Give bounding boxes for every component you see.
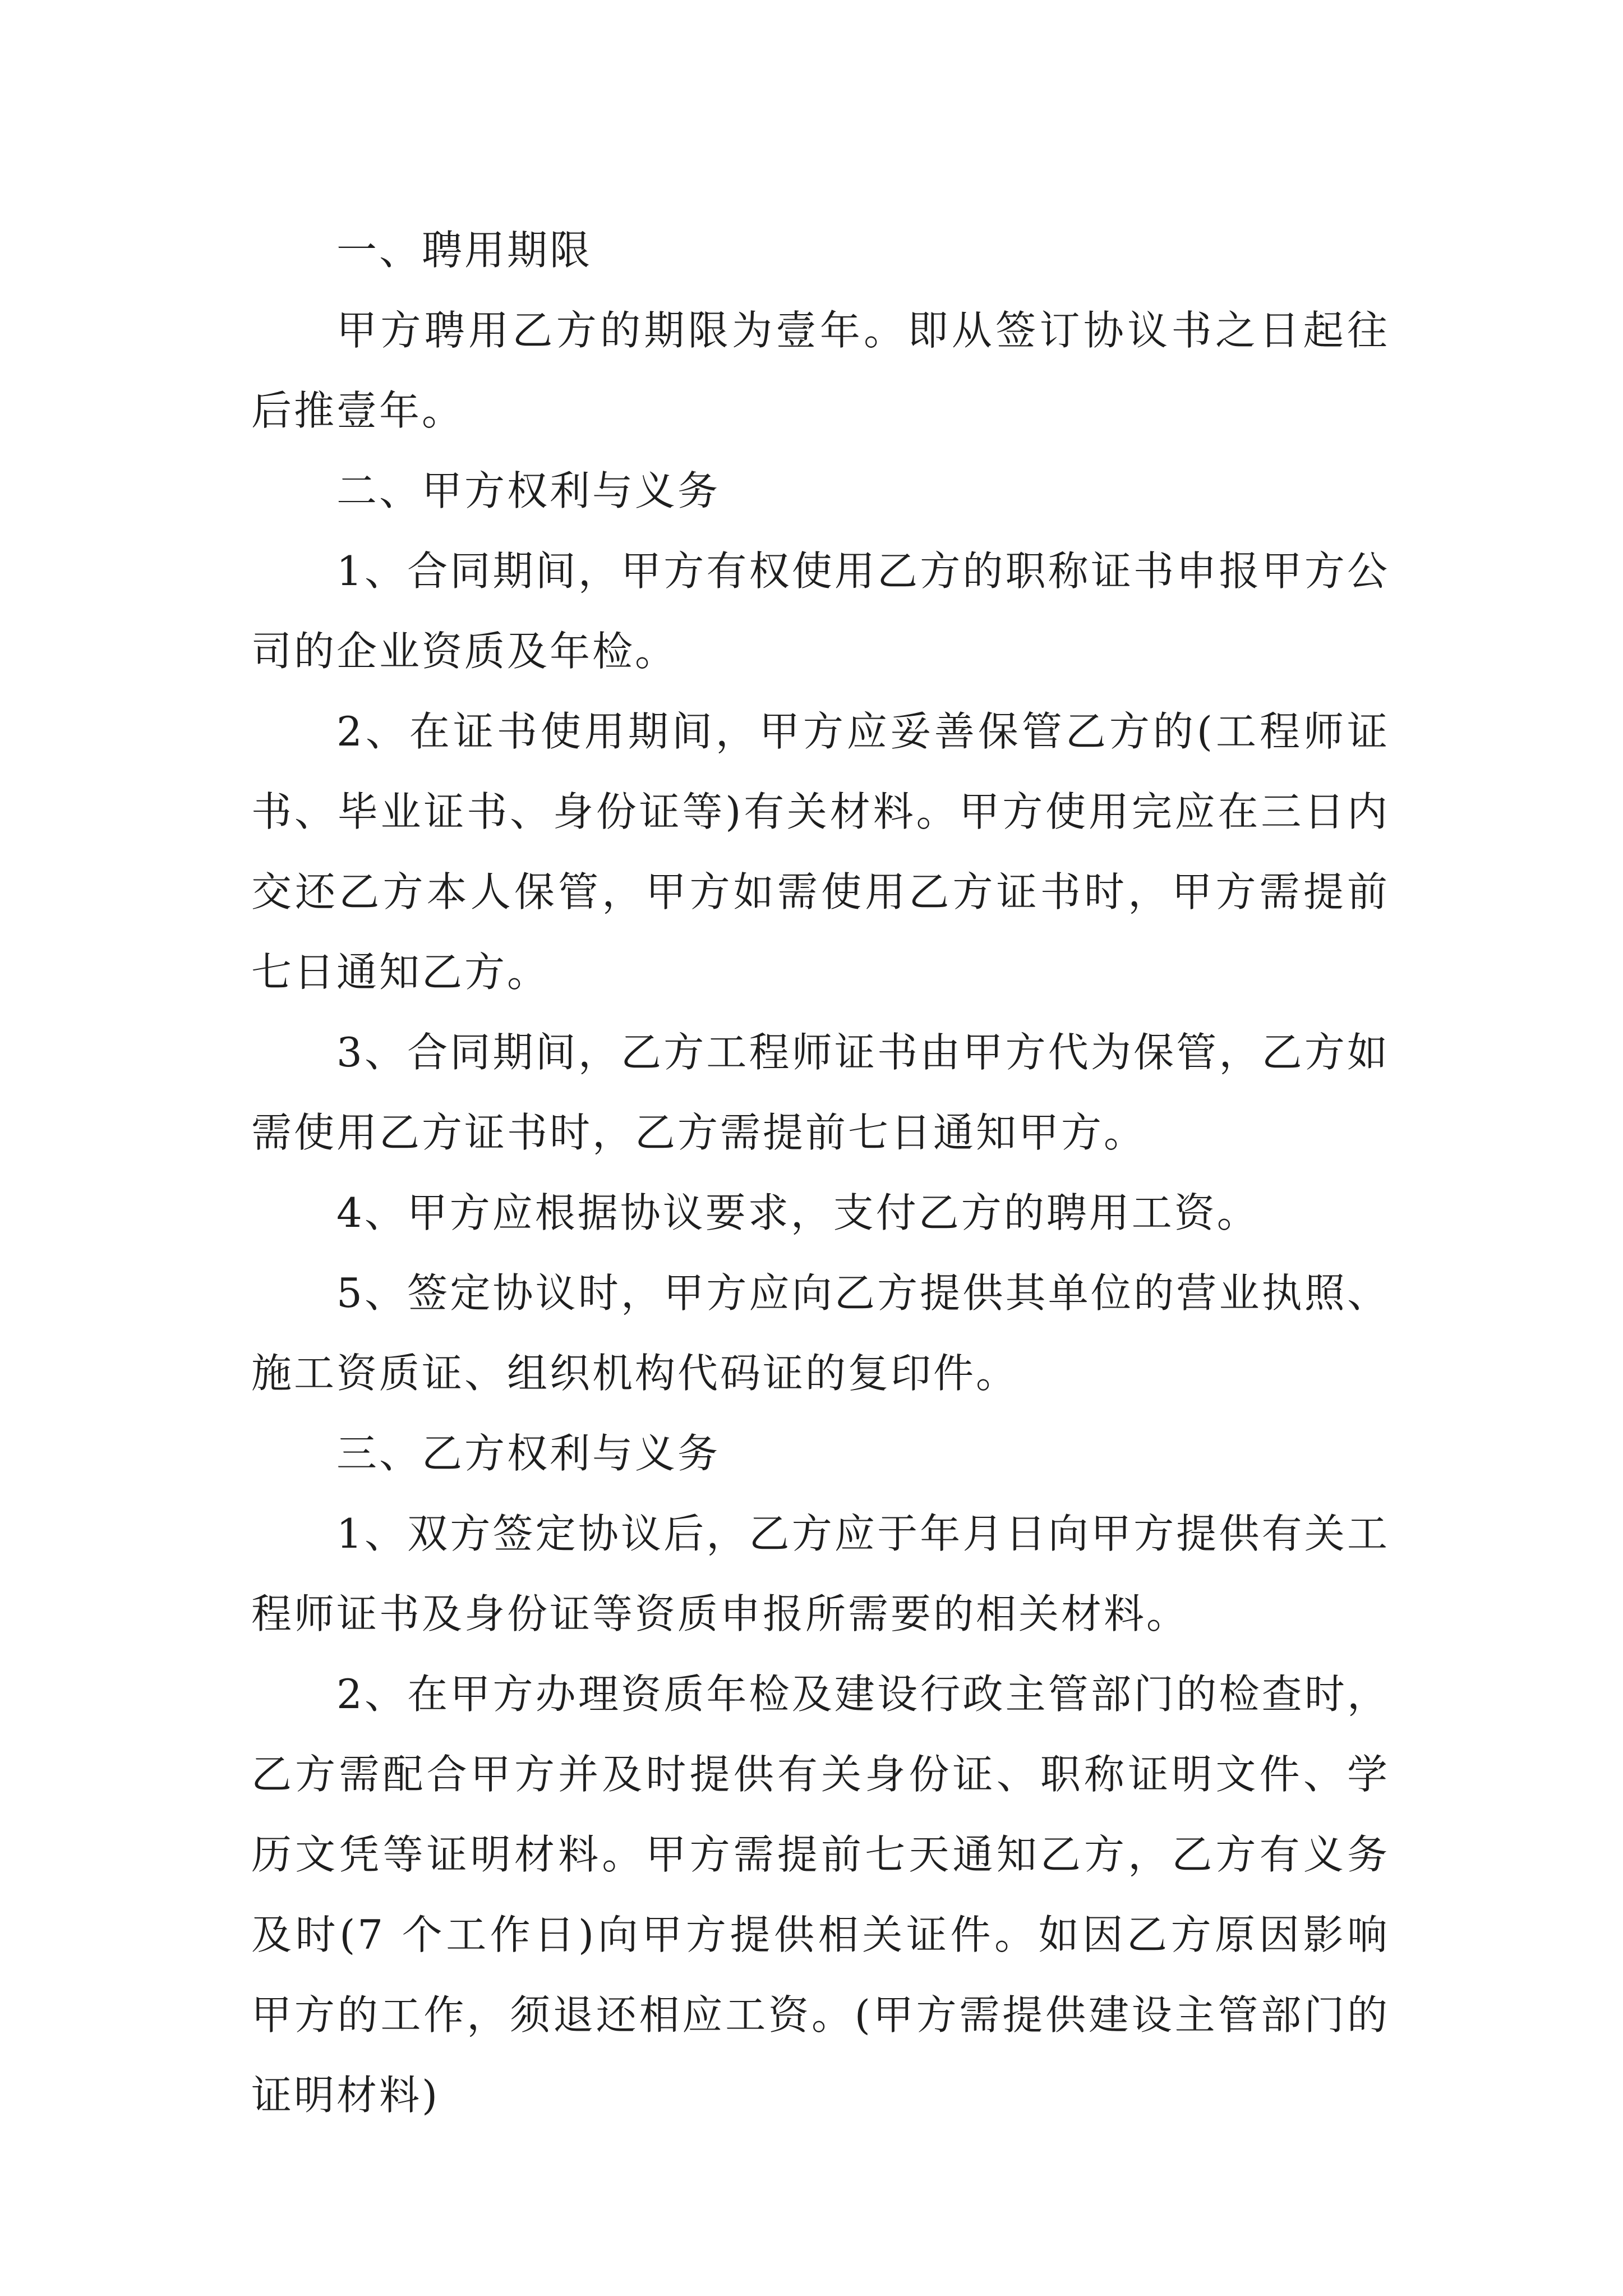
document-body — [251, 210, 1390, 2136]
clause-a-1: 1、合同期间，甲方有权使用乙方的职称证书申报甲方公司的企业资质及年检。 — [251, 547, 1390, 675]
clause-a-5: 5、签定协议时，甲方应向乙方提供其单位的营业执照、施工资质证、组织机构代码证的复印件。 — [251, 1269, 1390, 1397]
clause-a-2: 2、在证书使用期间，甲方应妥善保管乙方的(工程师证书、毕业证书、身份证等)有关材料。甲方使用完应在三日内交还乙方本人保管，甲方如需使用乙方证书时，甲方需提前七日通知乙方。 — [251, 708, 1390, 996]
section-heading-employment-term: 一、聘用期限 — [336, 227, 593, 274]
clause-b-1: 1、双方签定协议后，乙方应于年月日向甲方提供有关工程师证书及身份证等资质申报所需要的相关材料。 — [251, 1510, 1390, 1637]
clause-b-2: 2、在甲方办理资质年检及建设行政主管部门的检查时，乙方需配合甲方并及时提供有关身份证、职称证明文件、学历文凭等证明材料。甲方需提前七天通知乙方，乙方有义务及时(7 个工作日)向甲方提供相关证件。如因乙方原因影响甲方的工作，须退还相应工资。(甲方需提供建设主管部门的证明材料) — [251, 1671, 1390, 2119]
section-heading-party-a-rights: 二、甲方权利与义务 — [336, 467, 721, 514]
paragraph-employment-term: 甲方聘用乙方的期限为壹年。即从签订协议书之日起往后推壹年。 — [251, 307, 1390, 434]
section-heading-party-b-rights: 三、乙方权利与义务 — [336, 1430, 721, 1477]
clause-a-3: 3、合同期间，乙方工程师证书由甲方代为保管，乙方如需使用乙方证书时，乙方需提前七日通知甲方。 — [251, 1029, 1390, 1156]
clause-a-4: 4、甲方应根据协议要求，支付乙方的聘用工资。 — [336, 1189, 1260, 1236]
